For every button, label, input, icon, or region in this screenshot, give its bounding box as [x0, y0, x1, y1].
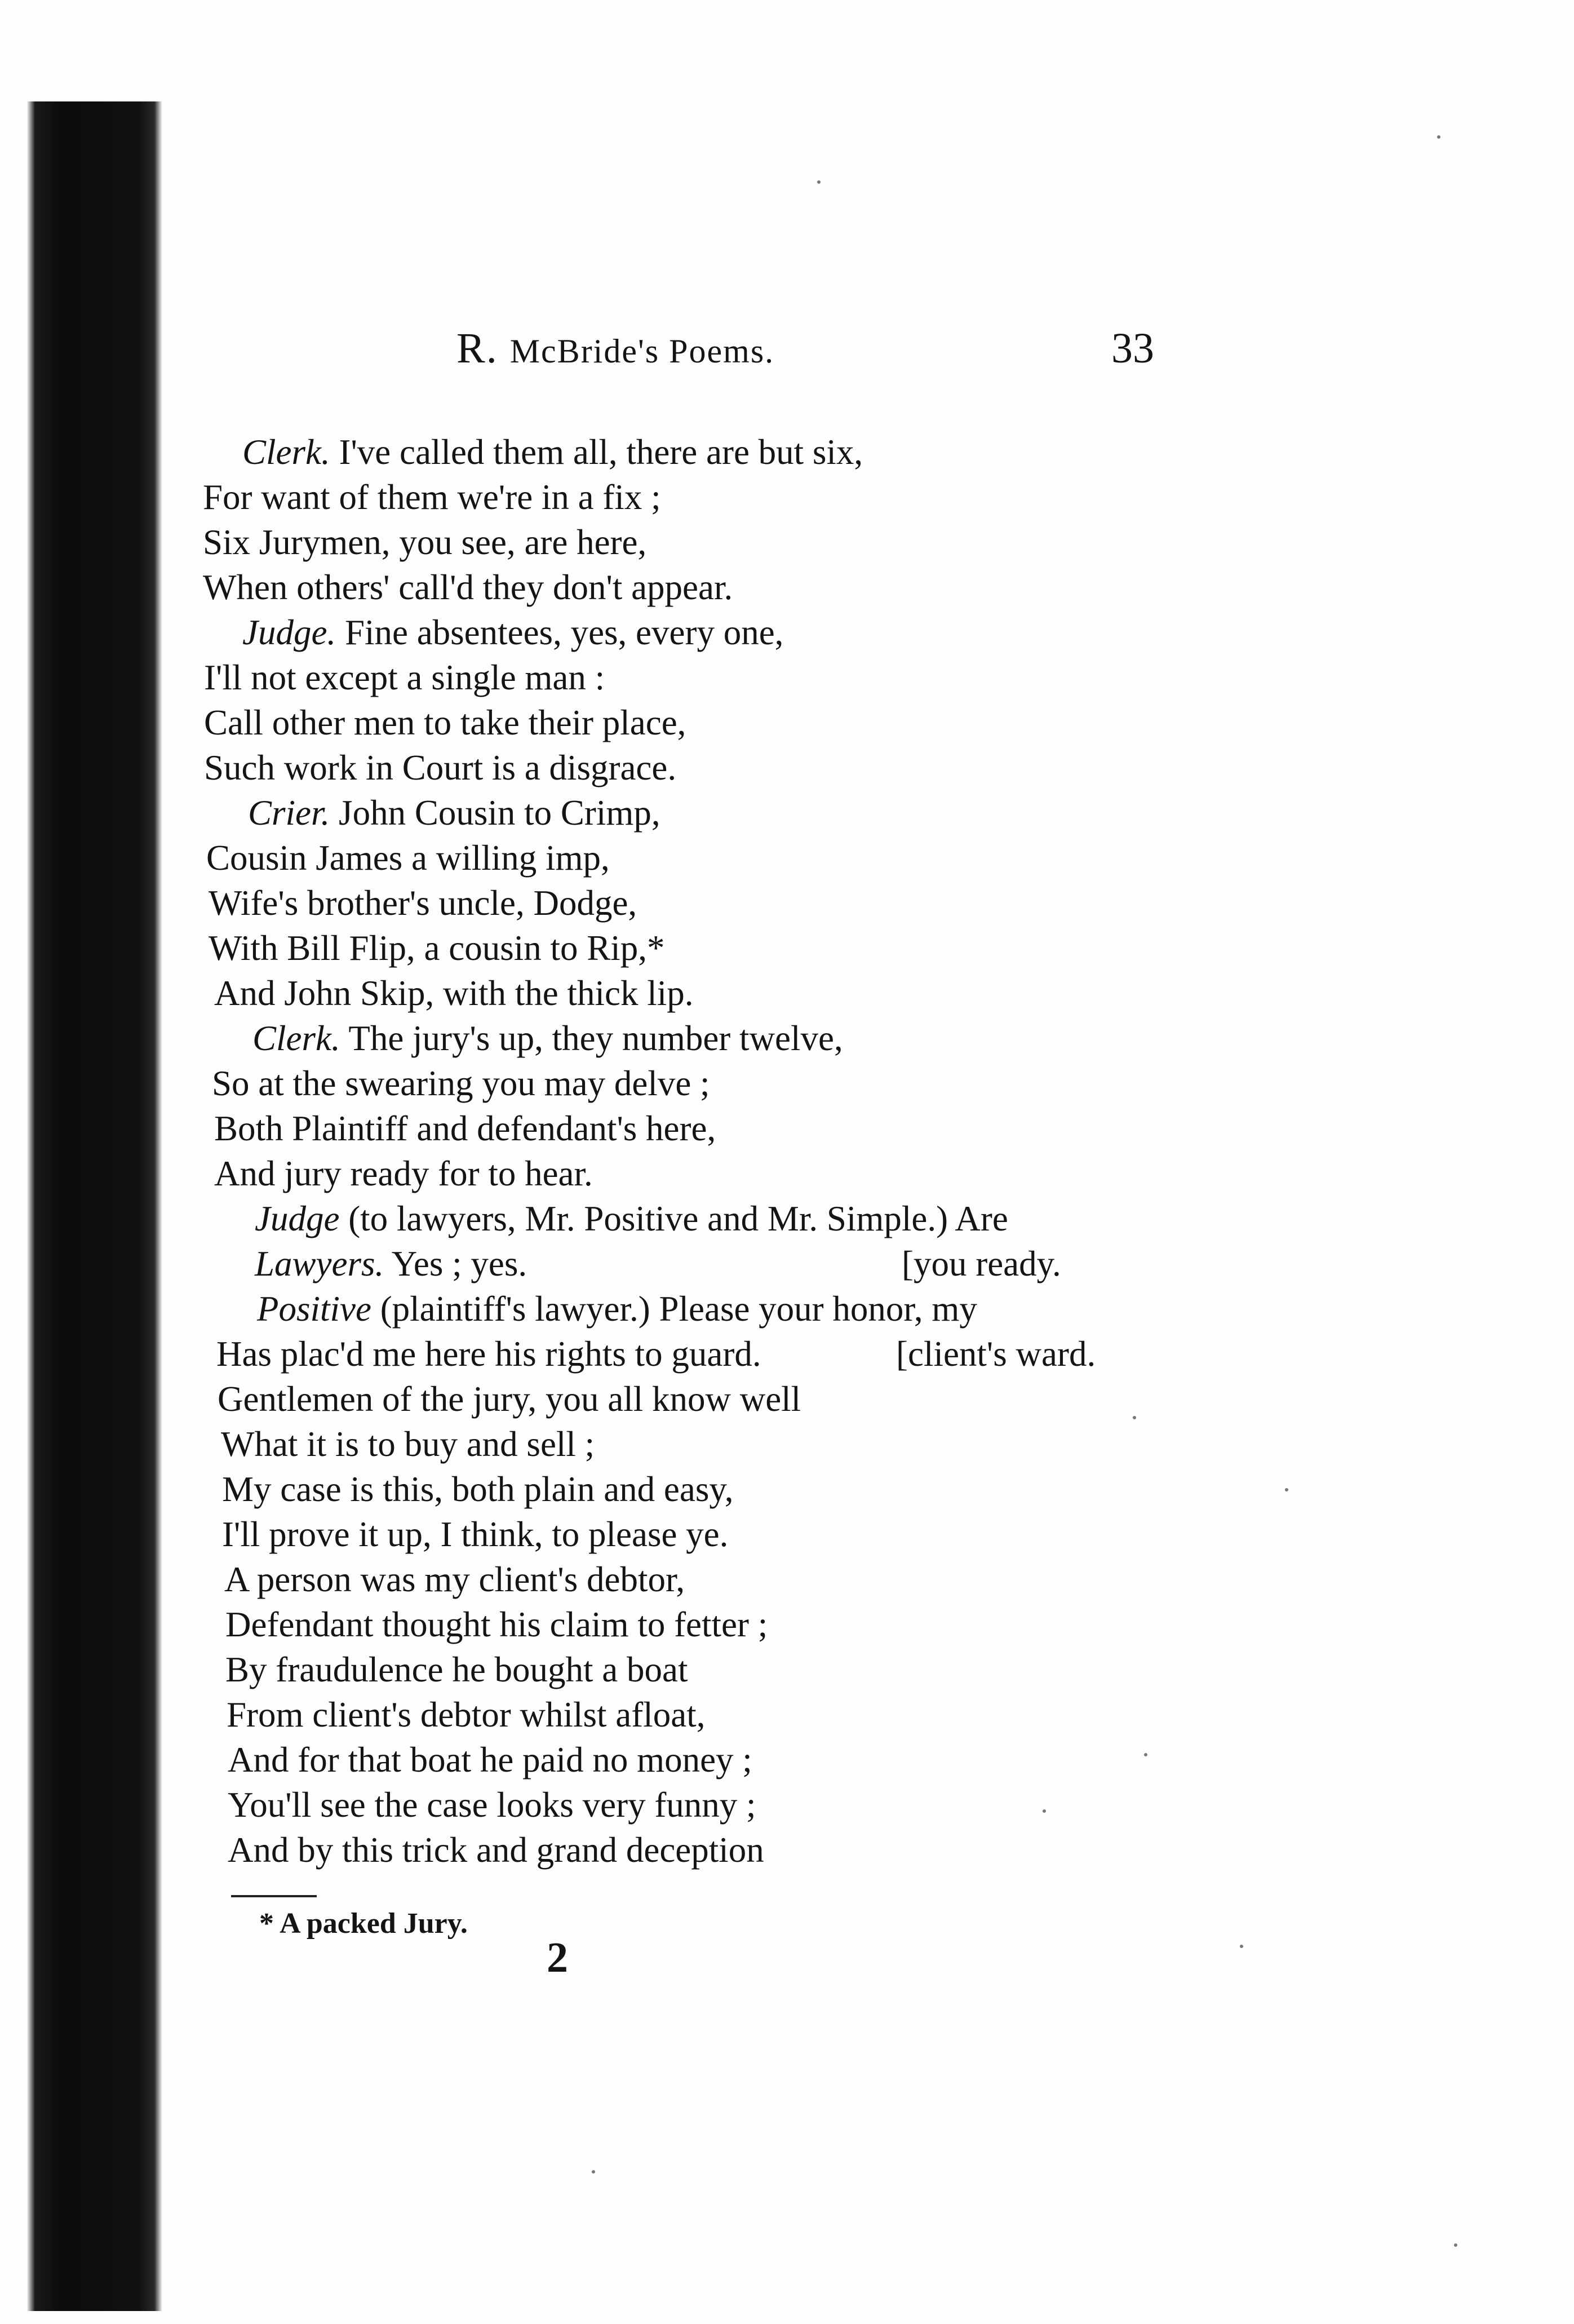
verse-line — [257, 1286, 977, 1331]
verse-text: By fraudulence he bought a boat — [225, 1650, 688, 1689]
verse-line — [203, 520, 646, 565]
speaker-name: Judge. — [242, 613, 336, 652]
turnover-line: [you ready. — [902, 1244, 1061, 1283]
verse-line — [242, 610, 783, 655]
paper-speck — [1240, 1945, 1243, 1948]
paper-speck — [1043, 1809, 1046, 1813]
paper-speck — [592, 2170, 595, 2174]
paper-speck — [1133, 1416, 1136, 1419]
verse-line — [225, 1647, 688, 1692]
verse-text: Defendant thought his claim to fetter ; — [225, 1605, 768, 1644]
verse-line — [214, 1106, 716, 1151]
verse-text: You'll see the case looks very funny ; — [228, 1785, 756, 1825]
verse-text: And for that boat he paid no money ; — [228, 1740, 752, 1779]
verse-line — [221, 1422, 595, 1467]
paper-speck — [1437, 135, 1440, 139]
verse-line — [225, 1602, 768, 1647]
speaker-name: Clerk. — [252, 1019, 340, 1058]
verse-text: From client's debtor whilst afloat, — [227, 1695, 706, 1734]
footnote: * A packed Jury. — [259, 1907, 468, 1940]
verse-text: (plaintiff's lawyer.) Please your honor, my — [371, 1289, 977, 1329]
speaker-name: Positive — [257, 1289, 371, 1329]
verse-line — [214, 1151, 593, 1196]
verse-text: Wife's brother's uncle, Dodge, — [209, 883, 637, 923]
verse-text: For want of them we're in a fix ; — [203, 477, 661, 517]
speaker-name: Lawyers. — [255, 1244, 384, 1283]
speaker-name: Crier. — [248, 793, 330, 833]
turnover-line: [client's ward. — [896, 1334, 1096, 1374]
verse-text: A person was my client's debtor, — [224, 1560, 685, 1599]
paper-speck — [817, 180, 821, 184]
verse-line — [222, 1512, 728, 1557]
verse-text: Has plac'd me here his rights to guard. — [216, 1334, 761, 1374]
page-number: 33 — [1111, 325, 1154, 372]
paper-speck — [1454, 2243, 1457, 2247]
verse-text: Yes ; yes. — [384, 1244, 527, 1283]
verse-line — [203, 475, 661, 520]
verse-text: And by this trick and grand deception — [228, 1830, 764, 1870]
verse-text: When others' call'd they don't appear. — [203, 568, 733, 607]
verse-text: So at the swearing you may delve ; — [212, 1064, 710, 1103]
verse-line — [203, 565, 733, 610]
verse-line — [214, 971, 694, 1016]
signature-mark: 2 — [547, 1934, 568, 1981]
verse-text: What it is to buy and sell ; — [221, 1424, 595, 1464]
verse-line — [224, 1557, 685, 1602]
verse-text: With Bill Flip, a cousin to Rip,* — [209, 928, 665, 968]
verse-line — [228, 1827, 764, 1873]
verse-line — [255, 1241, 527, 1286]
book-spine-shadow — [27, 101, 162, 2311]
verse-text: (to lawyers, Mr. Positive and Mr. Simple.) Are — [339, 1199, 1008, 1238]
footnote-rule — [231, 1895, 317, 1897]
verse-line — [204, 700, 686, 745]
verse-line — [212, 1061, 710, 1106]
verse-text: And John Skip, with the thick lip. — [214, 973, 694, 1013]
verse-text: John Cousin to Crimp, — [330, 793, 660, 833]
running-title-text: McBride's Poems. — [509, 333, 775, 370]
verse-text: Both Plaintiff and defendant's here, — [214, 1109, 716, 1148]
verse-line — [228, 1737, 752, 1782]
verse-text: My case is this, both plain and easy, — [222, 1469, 734, 1509]
running-title — [456, 324, 774, 373]
verse-text: Gentlemen of the jury, you all know well — [218, 1379, 801, 1419]
verse-line — [227, 1692, 705, 1737]
verse-text: Six Jurymen, you see, are here, — [203, 523, 647, 562]
verse-line — [252, 1016, 843, 1061]
verse-line — [218, 1376, 801, 1422]
page-header — [0, 324, 1574, 380]
verse-text: I'll prove it up, I think, to please ye. — [222, 1515, 729, 1554]
verse-text: I've called them all, there are but six, — [330, 432, 863, 472]
verse-text: I'll not except a single man : — [204, 658, 605, 697]
verse-text: The jury's up, they number twelve, — [340, 1019, 843, 1058]
verse-line — [216, 1331, 761, 1376]
speaker-name: Judge — [255, 1199, 340, 1238]
running-title-initial: R. — [456, 325, 498, 372]
paper-speck — [1285, 1488, 1288, 1491]
verse-line — [206, 835, 610, 880]
verse-line — [204, 745, 676, 790]
verse-line — [248, 790, 660, 835]
verse-line — [255, 1196, 1008, 1241]
verse-line — [209, 926, 665, 971]
verse-text: Fine absentees, yes, every one, — [336, 613, 784, 652]
verse-line — [228, 1782, 756, 1827]
verse-text: And jury ready for to hear. — [214, 1154, 593, 1193]
paper-speck — [1144, 1753, 1147, 1756]
verse-text: Cousin James a willing imp, — [206, 838, 610, 878]
verse-text: Such work in Court is a disgrace. — [204, 748, 677, 787]
verse-line — [242, 430, 863, 475]
verse-line — [209, 880, 637, 926]
verse-line — [222, 1467, 734, 1512]
verse-text: Call other men to take their place, — [204, 703, 686, 742]
verse-line — [204, 655, 605, 700]
speaker-name: Clerk. — [242, 432, 330, 472]
